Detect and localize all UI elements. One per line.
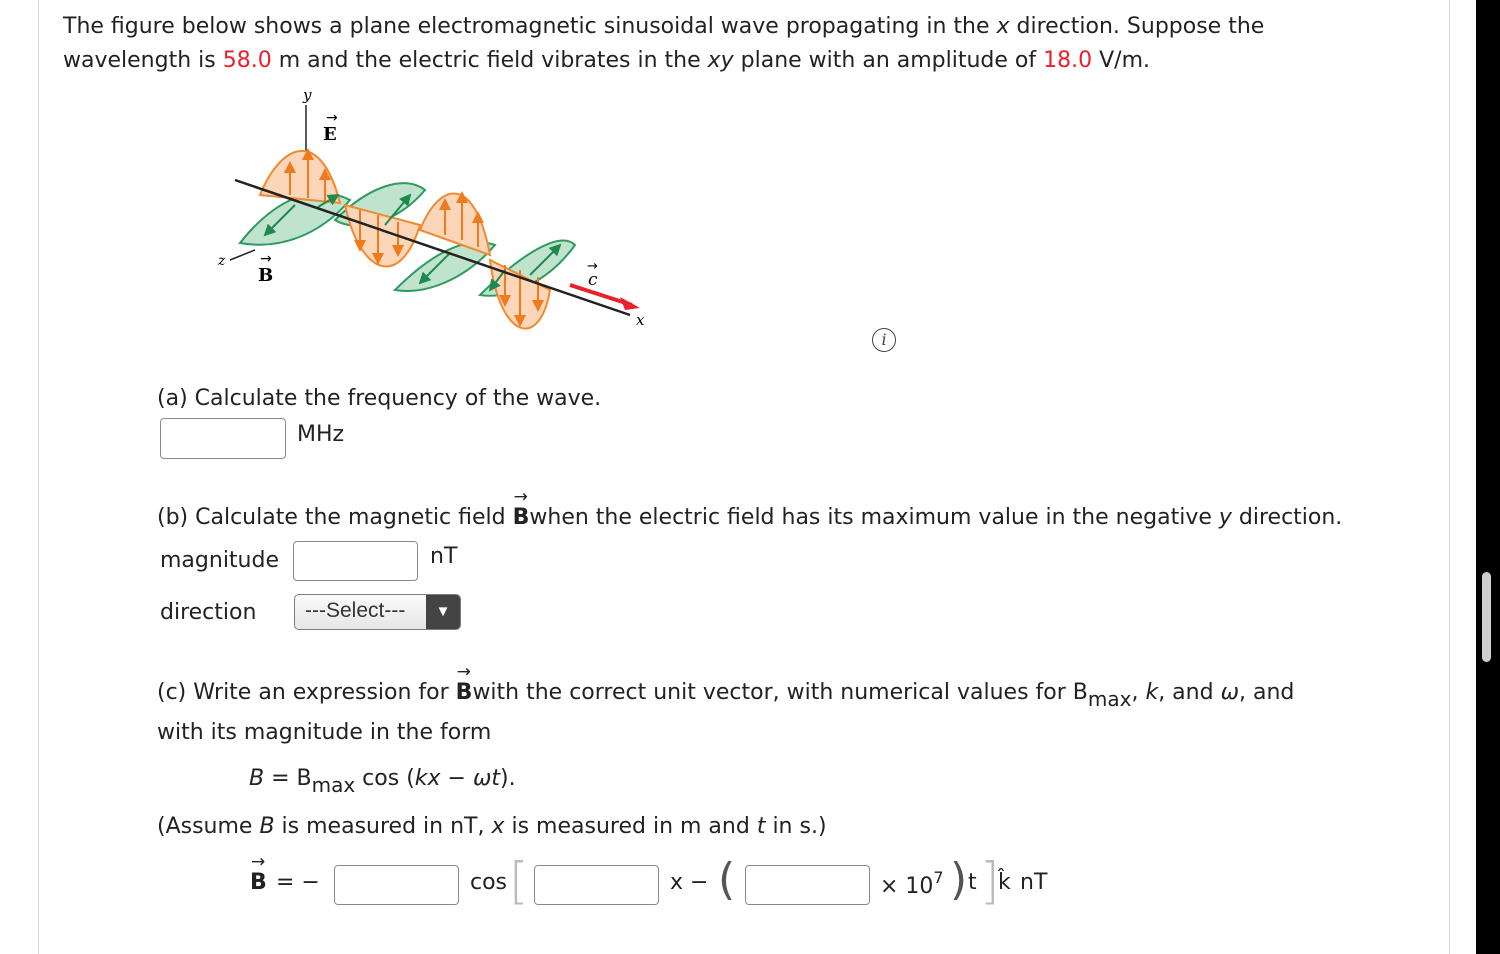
intro-text: [63, 10, 1443, 78]
omega-input[interactable]: [745, 865, 870, 905]
info-icon[interactable]: i: [872, 328, 896, 352]
direction-label: direction: [160, 600, 257, 625]
intro-line2-mid2: plane with an amplitude of: [733, 48, 1044, 73]
label-c: c: [588, 270, 598, 290]
c-arrowhead: [620, 297, 640, 310]
expr-times-ten: × $10^7$: [880, 868, 944, 899]
part-b-var-y: y: [1218, 505, 1232, 530]
expr-vector-b: → B: [250, 852, 267, 895]
expr-unit: nT: [1020, 870, 1048, 895]
direction-select[interactable]: [294, 594, 461, 630]
intro-line2-mid1: m and the electric field vibrates in the: [271, 48, 708, 73]
magnitude-unit: nT: [430, 544, 458, 569]
em-wave-figure: [200, 85, 660, 350]
intro-var-x: x: [996, 14, 1010, 39]
unit-vector-k: k̂: [998, 870, 1011, 895]
svg-text:→: →: [260, 251, 272, 267]
intro-var-xy: xy: [707, 48, 734, 73]
label-y: y: [303, 86, 312, 104]
bmax-input[interactable]: [334, 865, 459, 905]
chevron-down-icon[interactable]: ▼: [426, 595, 460, 629]
k-input[interactable]: [534, 865, 659, 905]
label-z: z: [218, 253, 226, 269]
magnitude-label: magnitude: [160, 548, 280, 573]
e-lobe-1: [260, 151, 340, 203]
scrollbar-thumb[interactable]: [1482, 572, 1491, 662]
part-c-line2: with its magnitude in the form: [157, 720, 492, 745]
label-x: x: [636, 311, 645, 329]
amplitude-value: 18.0: [1043, 48, 1093, 73]
part-a-question: (a) Calculate the frequency of the wave.: [157, 386, 602, 411]
magnitude-formula: $B = B_{max}$ cos (kx − ωt).: [249, 766, 516, 797]
label-E: E: [323, 124, 337, 145]
right-paren: ): [950, 854, 968, 905]
frequency-input[interactable]: [160, 418, 286, 459]
e-lobe-2: [345, 205, 420, 266]
part-b-question: [157, 487, 1343, 530]
expr-x-minus: x −: [670, 870, 709, 895]
vector-b-symbol: → B: [512, 487, 530, 530]
left-bracket: [: [509, 852, 529, 910]
expr-equals-minus: = −: [276, 870, 320, 895]
intro-line2-end: V/m.: [1092, 48, 1151, 73]
right-bracket: ]: [980, 852, 1000, 910]
window-edge: [1476, 0, 1500, 954]
intro-line1: The figure below shows a plane electromagnetic sinusoidal wave propagating in the: [63, 14, 997, 39]
frequency-unit: MHz: [297, 422, 345, 447]
part-b-q-end: direction.: [1231, 505, 1343, 530]
svg-text:→: →: [326, 110, 338, 126]
z-axis: [230, 250, 255, 260]
intro-line1-end: direction. Suppose the: [1009, 14, 1265, 39]
part-c-question: (c) Write an expression for → Bwith the correct unit vector, with numerical values for $B_{max}$, k, and ω, and: [157, 662, 1295, 711]
intro-line2-start: wavelength is: [63, 48, 223, 73]
wavelength-value: 58.0: [222, 48, 272, 73]
part-b-q-mid: when the electric field has its maximum value in the negative: [529, 505, 1219, 530]
direction-select-value: ---Select---: [305, 599, 406, 622]
e-field-lobes: [260, 151, 550, 329]
part-b-q-start: (b) Calculate the magnetic field: [157, 505, 513, 530]
label-B: B: [258, 265, 274, 286]
svg-text:→: →: [587, 259, 598, 274]
left-paren: (: [718, 854, 736, 905]
expr-t: t: [968, 870, 977, 895]
magnitude-input[interactable]: [293, 541, 418, 581]
expr-cos: cos: [470, 870, 508, 895]
vector-b-symbol-c: → B: [455, 662, 473, 705]
assumption-text: (Assume B is measured in nT, x is measured in m and t in s.): [157, 814, 827, 839]
